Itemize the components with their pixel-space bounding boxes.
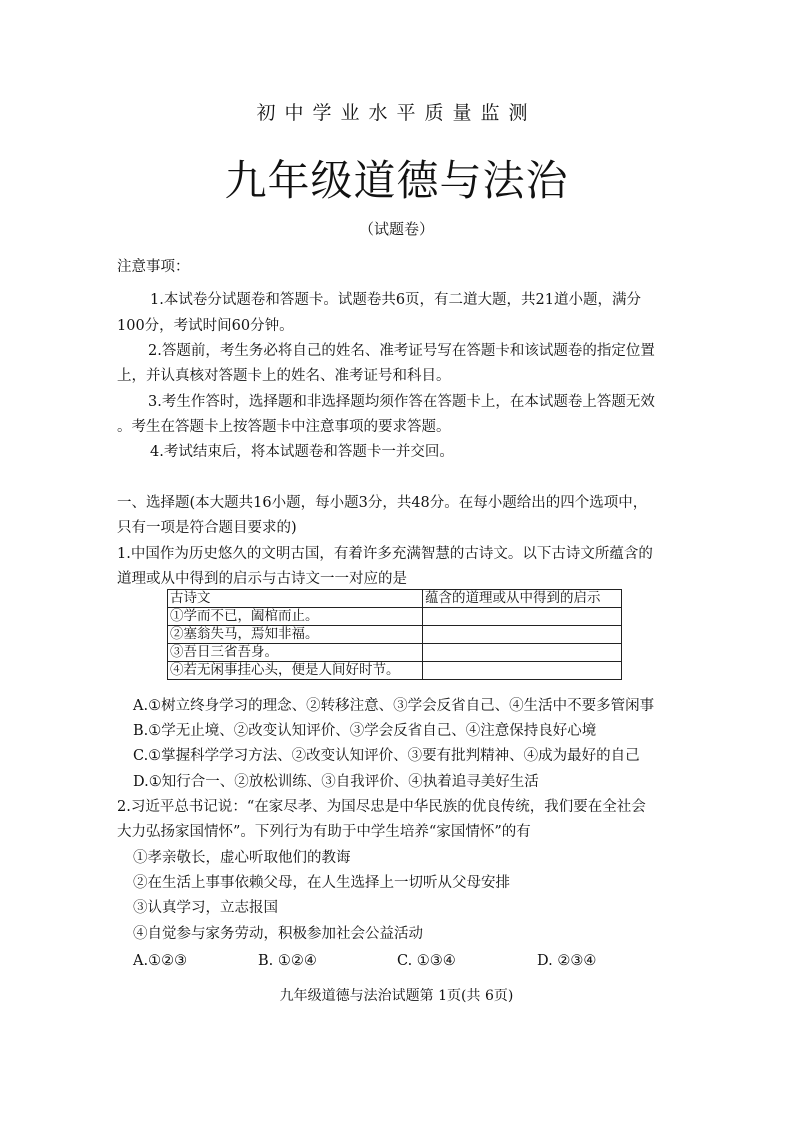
statement-item: ④自觉参与家务劳动，积极参加社会公益活动	[133, 926, 423, 942]
answer-option: D.①知行合一、②放松训练、③自我评价、④执着追寻美好生活	[133, 774, 539, 790]
table-header-row	[168, 590, 622, 608]
table-cell: ②塞翁失马，焉知非福。	[168, 626, 423, 644]
notice-line: 2.答题前，考生务必将自己的姓名、准考证号写在答题卡和该试题卷的指定位置	[148, 343, 655, 359]
table-cell: ④若无闲事挂心头，便是人间好时节。	[168, 662, 423, 680]
exam-title: 九年级道德与法治	[224, 156, 569, 205]
exam-supertitle: 初中学业水平质量监测	[256, 102, 537, 124]
notice-heading: 注意事项：	[117, 259, 190, 275]
answer-option-a: A.①②③	[133, 953, 188, 969]
table-cell: ①学而不已，阖棺而止。	[168, 608, 423, 626]
notice-line: 上，并认真核对答题卡上的姓名、准考证号和科目。	[117, 368, 451, 384]
table-cell	[423, 626, 622, 644]
table-cell	[423, 662, 622, 680]
answer-option-d: D. ②③④	[537, 953, 597, 969]
table-cell	[423, 644, 622, 662]
section-heading: 一、选择题(本大题共16小题，每小题3分，共48分。在每小题给出的四个选项中，	[117, 495, 648, 511]
answer-option: C.①掌握科学学习方法、②改变认知评价、③要有批判精神、④成为最好的自己	[133, 748, 640, 764]
page-footer: 九年级道德与法治试题第 1页(共 6页)	[279, 988, 514, 1004]
statement-item: ①孝亲敬长，虚心听取他们的教诲	[133, 850, 351, 866]
table-row	[168, 608, 622, 626]
question-stem: 2.习近平总书记说：“在家尽孝、为国尽忠是中华民族的优良传统，我们要在全社会	[117, 799, 646, 815]
answer-option-c: C. ①③④	[397, 953, 456, 969]
notice-line: 100分，考试时间60分钟。	[117, 318, 294, 334]
exam-subtitle: （试题卷）	[358, 220, 434, 238]
statement-item: ③认真学习，立志报国	[133, 900, 278, 916]
table-header: 蕴含的道理或从中得到的启示	[423, 590, 622, 608]
question-stem: 1.中国作为历史悠久的文明古国，有着许多充满智慧的古诗文。以下古诗文所蕴含的	[117, 546, 653, 562]
question-stem-cont: 道理或从中得到的启示与古诗文一一对应的是	[117, 571, 407, 587]
notice-line: 3.考生作答时，选择题和非选择题均须作答在答题卡上，在本试题卷上答题无效	[148, 394, 655, 410]
statement-item: ②在生活上事事依赖父母，在人生选择上一切听从父母安排	[133, 875, 510, 891]
answer-option: A.①树立终身学习的理念、②转移注意、③学会反省自己、④生活中不要多管闲事	[133, 698, 655, 714]
table-header: 古诗文	[168, 590, 423, 608]
table-row	[168, 644, 622, 662]
notice-line: 4.考试结束后，将本试题卷和答题卡一并交回。	[150, 444, 454, 460]
table-cell: ③吾日三省吾身。	[168, 644, 423, 662]
table-row	[168, 626, 622, 644]
table-row	[168, 662, 622, 680]
section-heading-cont: 只有一项是符合题目要求的)	[117, 520, 297, 536]
poem-table	[167, 589, 622, 680]
answer-option: B.①学无止境、②改变认知评价、③学会反省自己、④注意保持良好心境	[133, 723, 597, 739]
answer-option-b: B. ①②④	[258, 953, 317, 969]
notice-line: 1.本试卷分试题卷和答题卡。试题卷共6页，有二道大题，共21道小题，满分	[150, 292, 642, 308]
table-cell	[423, 608, 622, 626]
question-stem-cont: 大力弘扬家国情怀”。下列行为有助于中学生培养“家国情怀”的有	[117, 824, 531, 840]
notice-line: 。考生在答题卡上按答题卡中注意事项的要求答题。	[117, 419, 451, 435]
